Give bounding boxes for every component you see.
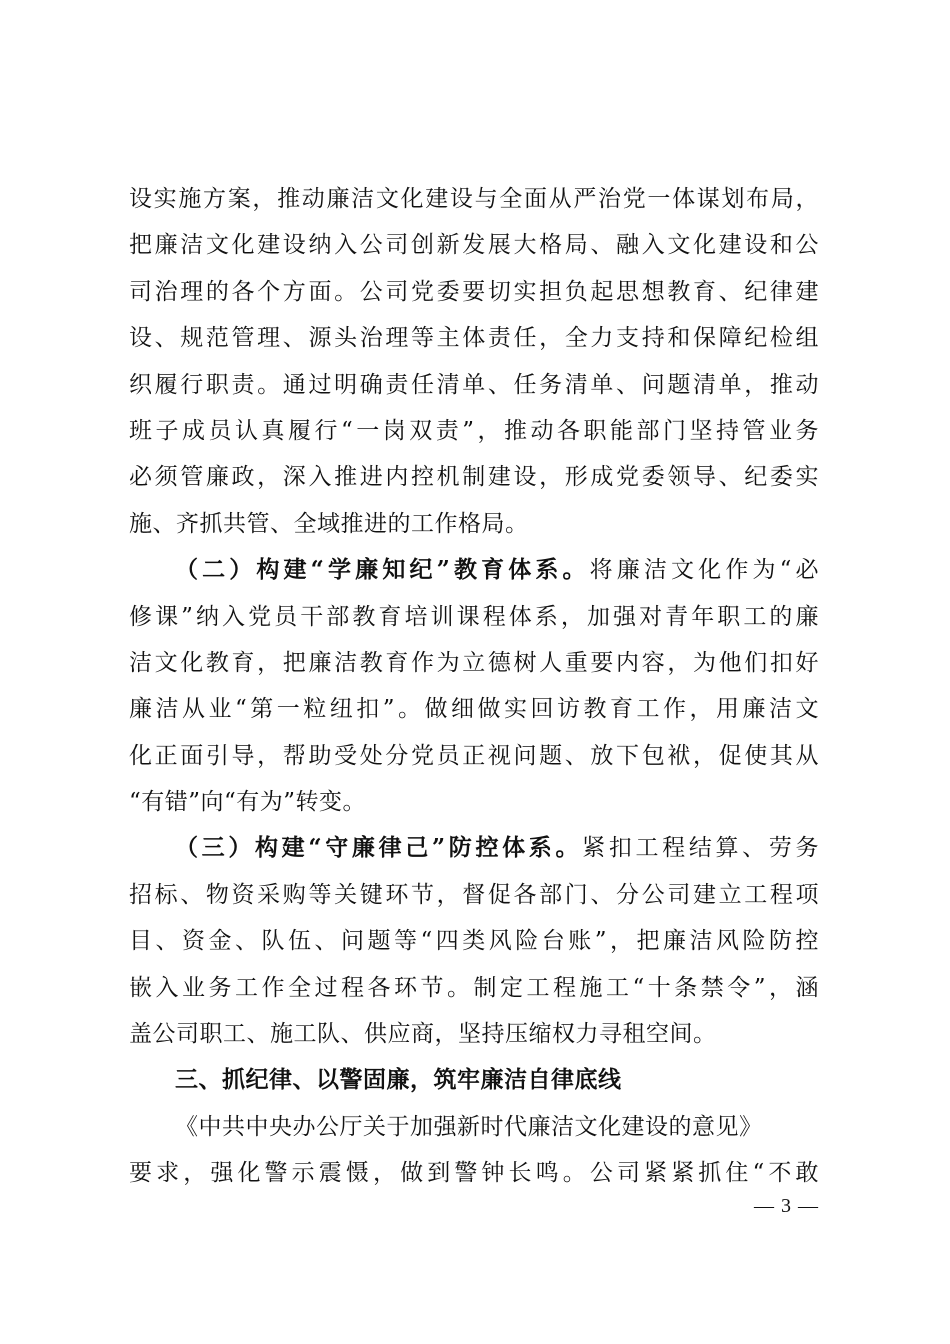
text-line: 设、规范管理、源头治理等主体责任，全力支持和保障纪检组 — [129, 325, 819, 352]
text-line: 施、齐抓共管、全域推进的工作格局。 — [129, 510, 529, 537]
text-line: 廉洁从业“第一粒纽扣”。做细做实回访教育工作，用廉洁文 — [129, 696, 819, 723]
text-line: 必须管廉政，深入推进内控机制建设，形成党委领导、纪委实 — [129, 464, 819, 491]
text-line: 要求，强化警示震慑，做到警钟长鸣。公司紧紧抓住“不敢 — [129, 1160, 819, 1187]
paragraph-1 — [129, 176, 819, 547]
text-line: “有错”向“有为”转变。 — [129, 789, 367, 816]
text-line: 班子成员认真履行“一岗双责”，推动各职能部门坚持管业务 — [129, 417, 819, 444]
text-line — [129, 825, 819, 871]
text-line: 目、资金、队伍、问题等“四类风险台账”，把廉洁风险防控 — [129, 928, 819, 955]
text-line: 司治理的各个方面。公司党委要切实担负起思想教育、纪律建 — [129, 278, 819, 305]
text-line: 盖公司职工、施工队、供应商，坚持压缩权力寻租空间。 — [129, 1021, 717, 1048]
text-line: 设实施方案，推动廉洁文化建设与全面从严治党一体谋划布局， — [129, 186, 819, 212]
text-run: 紧扣工程结算、劳务 — [582, 835, 819, 862]
subheading-3: （三）构建“守廉律己”防控体系。 — [175, 834, 583, 862]
text-line: 洁文化教育，把廉洁教育作为立德树人重要内容，为他们扣好 — [129, 649, 819, 676]
text-line: 把廉洁文化建设纳入公司创新发展大格局、融入文化建设和公 — [129, 232, 819, 259]
text-line: 修课”纳入党员干部教育培训课程体系，加强对青年职工的廉 — [129, 603, 819, 630]
text-line: 《中共中央办公厅关于加强新时代廉洁文化建设的意见》 — [175, 1113, 763, 1140]
text-line: 化正面引导，帮助受处分党员正视问题、放下包袱，促使其从 — [129, 742, 819, 769]
subheading-2: （二）构建“学廉知纪”教育体系。 — [175, 556, 590, 584]
body-text — [129, 176, 819, 1197]
text-line: 招标、物资采购等关键环节，督促各部门、分公司建立工程项 — [129, 881, 819, 908]
text-run: 将廉洁文化作为“必 — [589, 557, 819, 584]
text-line: 嵌入业务工作全过程各环节。制定工程施工“十条禁令”，涵 — [129, 974, 819, 1001]
page-number: — 3 — — [754, 1195, 819, 1217]
paragraph-2 — [129, 547, 819, 825]
paragraph-3 — [129, 825, 819, 1057]
paragraph-4 — [129, 1104, 819, 1197]
text-line — [129, 547, 819, 593]
section-heading: 三、抓纪律、以警固廉，筑牢廉洁自律底线 — [175, 1067, 622, 1094]
text-line: 织履行职责。通过明确责任清单、任务清单、问题清单，推动 — [129, 371, 819, 398]
